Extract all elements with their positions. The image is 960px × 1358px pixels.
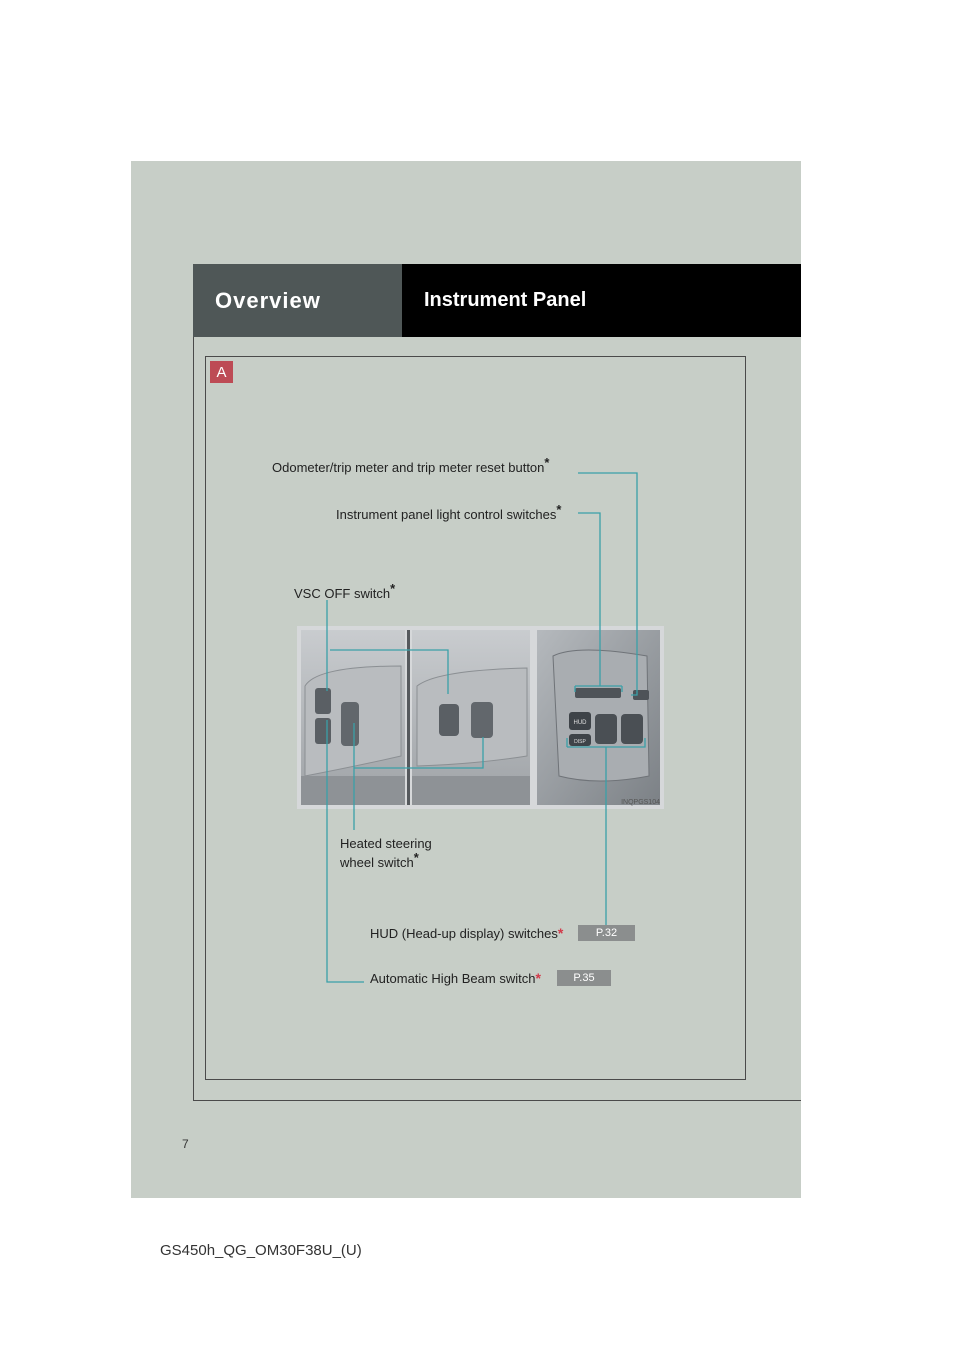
section-title: Overview (215, 287, 321, 313)
hud-callout-text: HUD (Head-up display) switches (370, 926, 558, 941)
availability-asterisk: * (557, 925, 564, 941)
high-beam-callout-text: Automatic High Beam switch (370, 971, 536, 986)
page-number: 7 (182, 1137, 189, 1151)
availability-asterisk: * (544, 455, 550, 470)
high-beam-page-ref[interactable] (557, 970, 611, 986)
hud-page-ref[interactable] (578, 925, 635, 941)
odometer-callout-text: Odometer/trip meter and trip meter reset button (272, 460, 545, 475)
vsc-off-callout-text: VSC OFF switch (294, 586, 391, 601)
hud-button-label: HUD (573, 720, 587, 726)
heated-steering-callout (340, 834, 432, 872)
disp-button-label: DISP (574, 739, 586, 745)
hud-callout (370, 924, 563, 943)
panel-light-callout-text: Instrument panel light control switches (336, 507, 557, 522)
availability-asterisk: * (390, 581, 396, 596)
section-tag-letter: A (216, 363, 227, 381)
availability-asterisk: * (556, 502, 562, 517)
availability-asterisk: * (535, 970, 541, 986)
page-title: Instrument Panel (424, 289, 587, 311)
high-beam-page-ref-text: P.35 (573, 972, 595, 984)
odometer-callout (272, 455, 550, 477)
availability-asterisk: * (413, 850, 419, 865)
heated-steering-callout-line2: wheel switch (340, 855, 414, 870)
photo-code: INQPGS104 (621, 799, 660, 806)
vsc-off-callout (294, 581, 396, 603)
panel-light-callout (336, 502, 562, 524)
hud-page-ref-text: P.32 (595, 927, 618, 939)
heated-steering-callout-line1: Heated steering (340, 836, 432, 851)
document-code: GS450h_QG_OM30F38U_(U) (160, 1242, 362, 1259)
high-beam-callout (370, 969, 541, 988)
